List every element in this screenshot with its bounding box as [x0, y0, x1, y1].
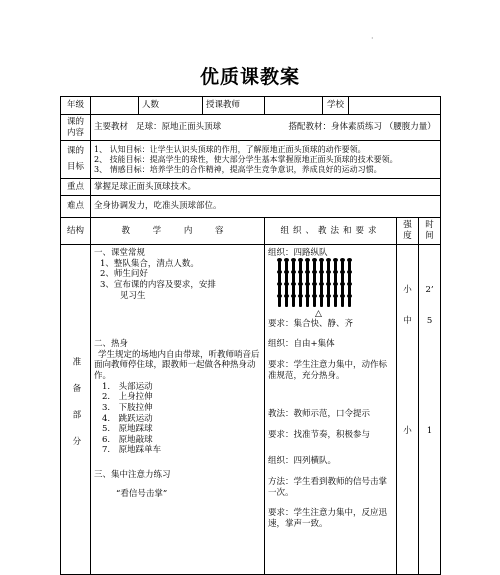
time-header-line1: 时 [425, 220, 434, 231]
teacher-triangle-icon: △ [315, 308, 322, 319]
time-col [419, 245, 441, 575]
intensity-header [397, 218, 419, 245]
org-lines-method: 方法：学生看到教师的信号击掌一次。 [268, 477, 388, 498]
content-value [91, 115, 441, 141]
intensity-header-line2: 度 [403, 231, 412, 241]
s1-item: 3、宣布课的内容及要求，安排 [100, 279, 216, 290]
student-icon [320, 297, 323, 307]
s1-item: 1、整队集合，清点人数。 [100, 258, 199, 269]
goals-label-line2: 目标 [66, 162, 84, 172]
s2-desc: 学生规定的场地内自由带球，听教师哨音后面向教师停住球，跟教师一起做各种热身动作。 [94, 349, 260, 381]
goals-list [91, 141, 441, 179]
lesson-plan-table [60, 96, 441, 575]
prep-section-text: 准备部分 [70, 356, 81, 463]
prep-section-label [61, 245, 91, 575]
s2-title: 二、热身 [94, 339, 129, 350]
student-icon [341, 297, 344, 307]
grade-value [91, 97, 139, 115]
difficulty-label: 难点 [61, 196, 91, 218]
key-label: 重点 [61, 179, 91, 196]
time-value: 2’ [425, 285, 434, 295]
s2-item: 1. 头部运动 [102, 381, 153, 392]
student-row [268, 297, 393, 307]
s2-item: 7. 原地踩单车 [102, 445, 162, 456]
goals-label-line1: 课的 [66, 146, 84, 157]
s3-title: 三、集中注意力练习 [94, 470, 171, 480]
org-lines-req: 要求：学生注意力集中，反应迅速，掌声一致。 [268, 508, 388, 529]
s2-item: 2. 上身拉伸 [102, 392, 153, 403]
intensity-value: 小 [403, 285, 412, 295]
org-method-req: 要求：找准节奏，积极参与 [268, 429, 371, 440]
content-label-line1: 课的 [66, 116, 84, 127]
intensity-header-line1: 强 [403, 220, 412, 231]
s2-item: 6. 原地敲球 [102, 434, 153, 445]
intensity-value: 中 [403, 315, 412, 326]
s1-title: 一、课堂常规 [94, 248, 146, 258]
key-value: 掌握足球正面头顶球技术。 [91, 179, 441, 196]
page-title: 优质课教案 [199, 66, 300, 88]
org-warmup-req: 要求：学生注意力集中，动作标准规范，充分热身。 [268, 359, 388, 381]
prep-org [265, 245, 397, 575]
teacher-label: 授课教师 [203, 97, 265, 115]
teacher-value [265, 97, 323, 115]
formation-diagram [268, 261, 393, 319]
time-value: 1 [426, 426, 433, 437]
goal-item: 2、 技能目标：提高学生的球性，使大部分学生基本掌握原地正面头顶球的技术要领。 [94, 154, 398, 164]
count-label: 人数 [139, 97, 203, 115]
content-label-line2: 内容 [66, 127, 84, 138]
s1-item: 2、师生问好 [100, 269, 148, 280]
difficulty-value: 全身协调发力，吃准头顶球部位。 [91, 196, 441, 218]
org-lines: 组织：四列横队。 [268, 456, 337, 467]
s3-game: “看信号击掌” [116, 488, 168, 499]
time-header-line2: 间 [425, 231, 434, 241]
student-icon [278, 297, 281, 307]
school-label: 学校 [323, 97, 349, 115]
goals-label [61, 141, 91, 179]
student-icon [334, 297, 337, 307]
main-material-value: 足球：原地正面头顶球 [136, 122, 222, 133]
org-header: 组织、教法和要求 [265, 218, 397, 245]
intensity-col [397, 245, 419, 575]
time-header [419, 218, 441, 245]
student-icon [306, 297, 309, 307]
org-method: 教法：教师示范，口令提示 [268, 409, 371, 420]
s2-item: 5. 原地踩球 [102, 424, 153, 435]
page-dot: · [371, 34, 374, 43]
content-label [61, 115, 91, 141]
intensity-value: 小 [403, 426, 412, 437]
grade-label: 年级 [61, 97, 91, 115]
time-value: 5 [426, 315, 433, 326]
s2-item: 4. 跳跃运动 [102, 413, 153, 424]
aux-material: 搭配教材：身体素质练习 （腰腹力量） [288, 122, 436, 133]
main-material-label: 主要教材 [94, 122, 129, 133]
student-icon [285, 297, 288, 307]
student-icon [327, 297, 330, 307]
goal-item: 3、 情感目标：培养学生的合作精神，提高学生竞争意识，养成良好的运动习惯。 [94, 164, 382, 174]
s1-item: 见习生 [120, 290, 146, 301]
org-formation-req: 要求：集合快、静、齐 [268, 318, 354, 329]
goal-item: 1、 认知目标：让学生认识头顶球的作用，了解原地正面头顶球的动作要领。 [94, 144, 366, 154]
student-icon [299, 297, 302, 307]
s2-item: 3. 下肢拉伸 [102, 402, 153, 413]
student-icon [348, 297, 351, 307]
school-value [349, 97, 441, 115]
org-warmup: 组织：自由+集体 [268, 339, 335, 350]
prep-content [91, 245, 265, 575]
content-header: 教 学 内 容 [91, 218, 265, 245]
structure-header: 结构 [61, 218, 91, 245]
student-icon [292, 297, 295, 307]
student-icon [313, 297, 316, 307]
org-formation: 组织：四路纵队 [268, 248, 328, 258]
